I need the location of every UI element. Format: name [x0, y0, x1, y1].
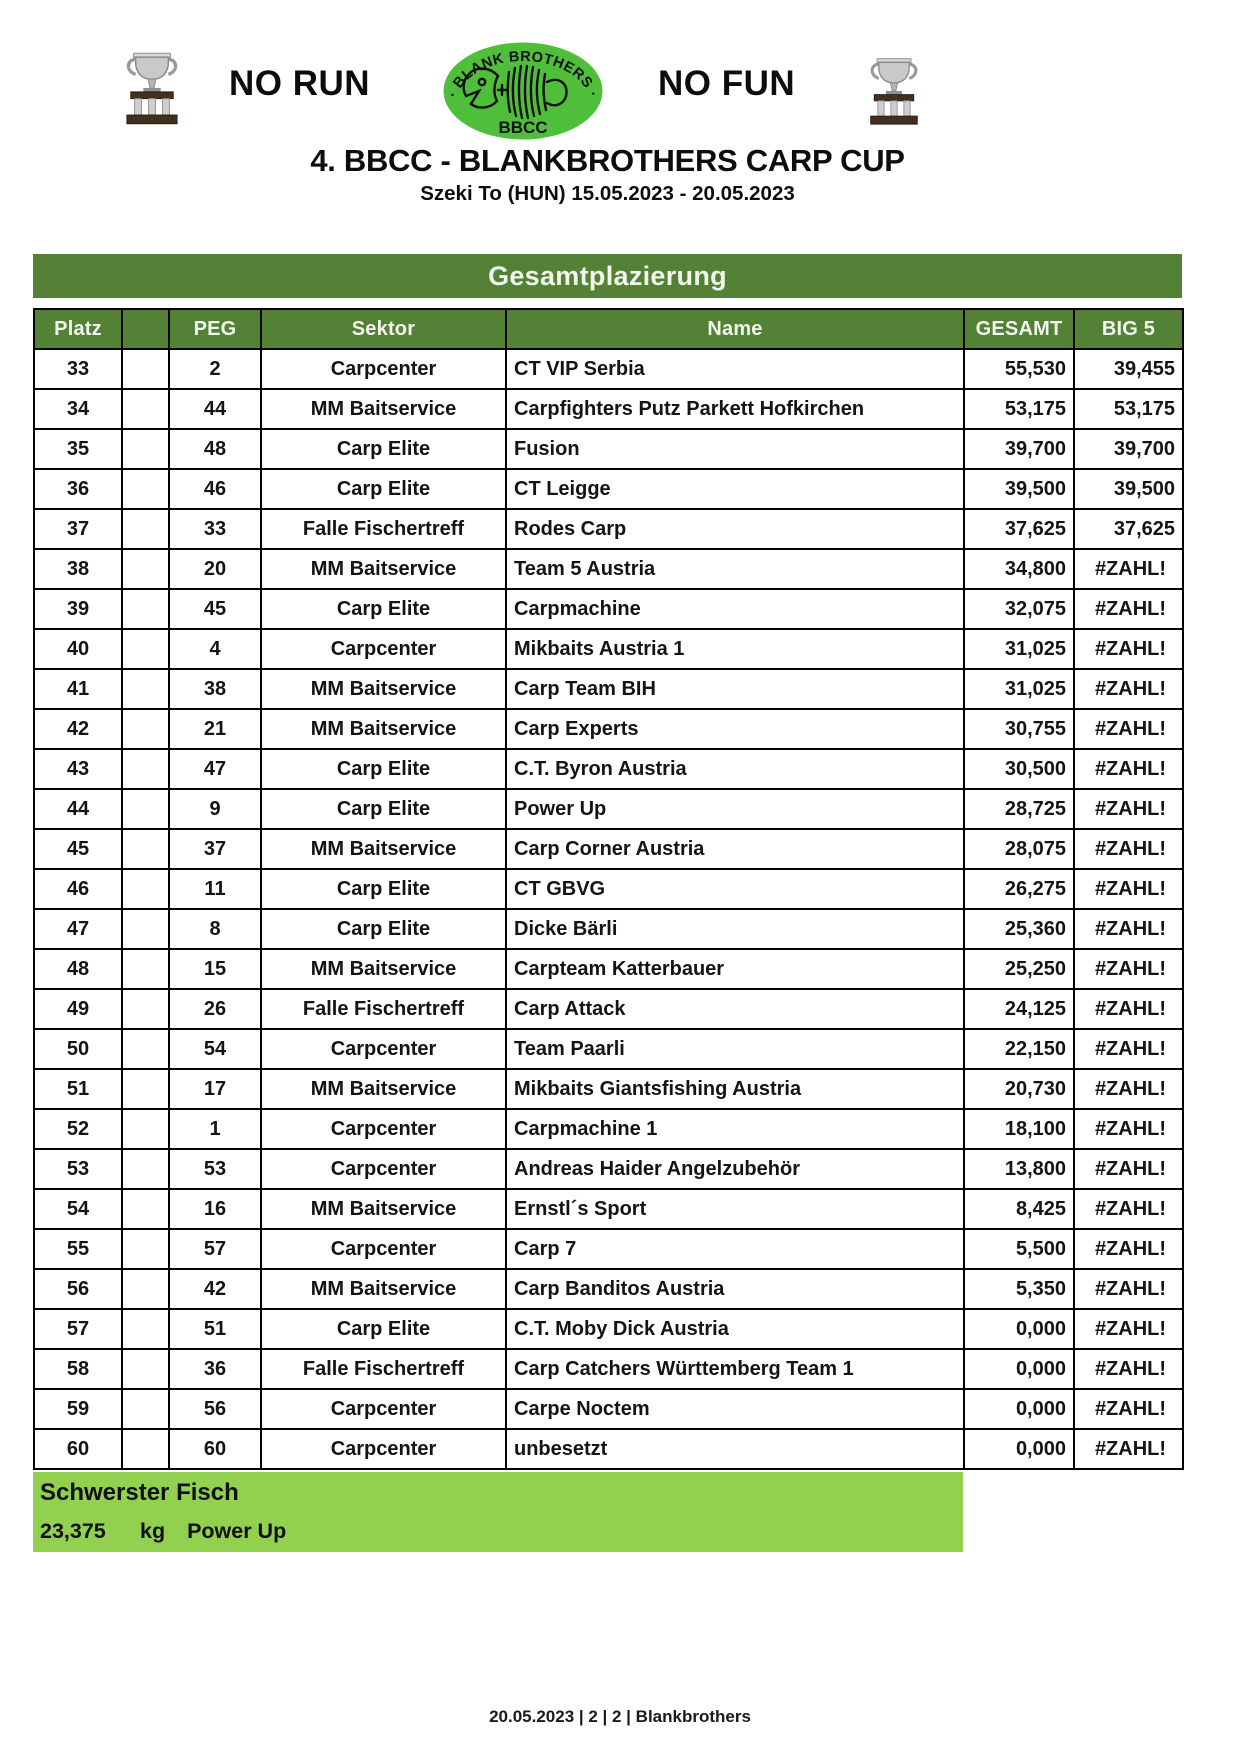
table-row — [34, 949, 1183, 989]
table-row — [34, 789, 1183, 829]
cell-big5: 39,500 — [1074, 469, 1183, 509]
cell-gesamt: 8,425 — [964, 1189, 1074, 1229]
cell-gesamt: 0,000 — [964, 1309, 1074, 1349]
cell-sektor: Carpcenter — [261, 349, 506, 389]
cell-blank — [122, 1349, 169, 1389]
cell-blank — [122, 389, 169, 429]
cell-gesamt: 30,500 — [964, 749, 1074, 789]
cell-platz: 55 — [34, 1229, 122, 1269]
cell-name: Carpmachine — [506, 589, 964, 629]
cell-sektor: MM Baitservice — [261, 669, 506, 709]
cell-peg: 9 — [169, 789, 261, 829]
cell-big5: #ZAHL! — [1074, 1189, 1183, 1229]
cell-peg: 26 — [169, 989, 261, 1029]
cell-name: Dicke Bärli — [506, 909, 964, 949]
cell-sektor: MM Baitservice — [261, 549, 506, 589]
cell-peg: 56 — [169, 1389, 261, 1429]
no-run-text: NO RUN — [229, 64, 371, 103]
column-header-peg: PEG — [169, 309, 261, 349]
cell-platz: 35 — [34, 429, 122, 469]
table-row — [34, 1109, 1183, 1149]
table-header-row — [34, 309, 1183, 349]
cell-platz: 49 — [34, 989, 122, 1029]
cell-gesamt: 20,730 — [964, 1069, 1074, 1109]
cell-sektor: Carp Elite — [261, 869, 506, 909]
cell-big5: #ZAHL! — [1074, 1309, 1183, 1349]
cell-gesamt: 0,000 — [964, 1349, 1074, 1389]
cell-sektor: Falle Fischertreff — [261, 989, 506, 1029]
cell-name: Carp 7 — [506, 1229, 964, 1269]
cell-platz: 42 — [34, 709, 122, 749]
section-banner: Gesamtplazierung — [33, 254, 1182, 298]
cell-big5: #ZAHL! — [1074, 629, 1183, 669]
column-header-big-5: BIG 5 — [1074, 309, 1183, 349]
cell-big5: #ZAHL! — [1074, 1149, 1183, 1189]
cell-peg: 53 — [169, 1149, 261, 1189]
table-row — [34, 349, 1183, 389]
cell-gesamt: 39,500 — [964, 469, 1074, 509]
cell-sektor: MM Baitservice — [261, 1269, 506, 1309]
table-row — [34, 549, 1183, 589]
cell-peg: 57 — [169, 1229, 261, 1269]
cell-platz: 33 — [34, 349, 122, 389]
cell-name: Team Paarli — [506, 1029, 964, 1069]
column-header-blank — [122, 309, 169, 349]
cell-big5: #ZAHL! — [1074, 549, 1183, 589]
cell-name: Carp Banditos Austria — [506, 1269, 964, 1309]
cell-blank — [122, 1229, 169, 1269]
column-header-gesamt: GESAMT — [964, 309, 1074, 349]
cell-platz: 44 — [34, 789, 122, 829]
cell-sektor: MM Baitservice — [261, 949, 506, 989]
table-row — [34, 429, 1183, 469]
table-row — [34, 989, 1183, 1029]
cell-peg: 1 — [169, 1109, 261, 1149]
cell-sektor: Carp Elite — [261, 909, 506, 949]
cell-big5: #ZAHL! — [1074, 1429, 1183, 1469]
cell-big5: #ZAHL! — [1074, 1269, 1183, 1309]
column-header-sektor: Sektor — [261, 309, 506, 349]
cell-peg: 37 — [169, 829, 261, 869]
cell-sektor: Carp Elite — [261, 589, 506, 629]
table-row — [34, 1429, 1183, 1469]
cell-gesamt: 55,530 — [964, 349, 1074, 389]
cell-peg: 60 — [169, 1429, 261, 1469]
cell-platz: 59 — [34, 1389, 122, 1429]
cell-platz: 53 — [34, 1149, 122, 1189]
table-row — [34, 1229, 1183, 1269]
cell-gesamt: 0,000 — [964, 1389, 1074, 1429]
cell-peg: 45 — [169, 589, 261, 629]
cell-gesamt: 5,350 — [964, 1269, 1074, 1309]
cell-big5: #ZAHL! — [1074, 1389, 1183, 1429]
table-row — [34, 909, 1183, 949]
cell-sektor: Carpcenter — [261, 1029, 506, 1069]
cell-platz: 45 — [34, 829, 122, 869]
cell-platz: 41 — [34, 669, 122, 709]
cell-name: Mikbaits Austria 1 — [506, 629, 964, 669]
cell-blank — [122, 589, 169, 629]
table-row — [34, 1149, 1183, 1189]
cell-sektor: Carp Elite — [261, 749, 506, 789]
cell-sektor: Carpcenter — [261, 1229, 506, 1269]
cell-peg: 2 — [169, 349, 261, 389]
cell-platz: 34 — [34, 389, 122, 429]
cell-sektor: MM Baitservice — [261, 389, 506, 429]
cell-platz: 50 — [34, 1029, 122, 1069]
cell-sektor: Carpcenter — [261, 1389, 506, 1429]
cell-gesamt: 25,250 — [964, 949, 1074, 989]
cell-platz: 40 — [34, 629, 122, 669]
cell-peg: 51 — [169, 1309, 261, 1349]
cell-name: Andreas Haider Angelzubehör — [506, 1149, 964, 1189]
cell-blank — [122, 1149, 169, 1189]
table-row — [34, 869, 1183, 909]
cell-name: Team 5 Austria — [506, 549, 964, 589]
cell-big5: #ZAHL! — [1074, 1069, 1183, 1109]
cell-name: Carpteam Katterbauer — [506, 949, 964, 989]
table-row — [34, 469, 1183, 509]
cell-big5: #ZAHL! — [1074, 869, 1183, 909]
cell-gesamt: 28,075 — [964, 829, 1074, 869]
cell-blank — [122, 709, 169, 749]
cell-big5: 53,175 — [1074, 389, 1183, 429]
heaviest-fish-weight: 23,375 — [40, 1519, 106, 1543]
cell-blank — [122, 749, 169, 789]
cell-gesamt: 26,275 — [964, 869, 1074, 909]
cell-blank — [122, 349, 169, 389]
heaviest-fish-unit: kg — [139, 1519, 166, 1543]
table-row — [34, 669, 1183, 709]
cell-name: Fusion — [506, 429, 964, 469]
cell-gesamt: 34,800 — [964, 549, 1074, 589]
cell-gesamt: 25,360 — [964, 909, 1074, 949]
cell-gesamt: 30,755 — [964, 709, 1074, 749]
cell-big5: 39,455 — [1074, 349, 1183, 389]
cell-blank — [122, 549, 169, 589]
table-row — [34, 749, 1183, 789]
bbcc-logo — [443, 42, 603, 140]
cell-big5: #ZAHL! — [1074, 789, 1183, 829]
cell-sektor: Carp Elite — [261, 789, 506, 829]
cell-peg: 15 — [169, 949, 261, 989]
cell-blank — [122, 1069, 169, 1109]
cell-big5: #ZAHL! — [1074, 669, 1183, 709]
cell-peg: 16 — [169, 1189, 261, 1229]
cell-peg: 21 — [169, 709, 261, 749]
cell-platz: 36 — [34, 469, 122, 509]
cell-blank — [122, 1269, 169, 1309]
cell-gesamt: 18,100 — [964, 1109, 1074, 1149]
cell-blank — [122, 1389, 169, 1429]
cell-platz: 38 — [34, 549, 122, 589]
cell-blank — [122, 869, 169, 909]
cell-sektor: MM Baitservice — [261, 1069, 506, 1109]
cell-big5: #ZAHL! — [1074, 1109, 1183, 1149]
cell-gesamt: 5,500 — [964, 1229, 1074, 1269]
cell-platz: 51 — [34, 1069, 122, 1109]
trophy-icon — [868, 54, 920, 128]
cell-name: Rodes Carp — [506, 509, 964, 549]
cell-platz: 39 — [34, 589, 122, 629]
trophy-icon — [124, 48, 180, 128]
cell-name: Carp Experts — [506, 709, 964, 749]
cell-peg: 38 — [169, 669, 261, 709]
cell-name: Carpmachine 1 — [506, 1109, 964, 1149]
cell-gesamt: 0,000 — [964, 1429, 1074, 1469]
cell-blank — [122, 1189, 169, 1229]
cell-peg: 42 — [169, 1269, 261, 1309]
cell-name: CT VIP Serbia — [506, 349, 964, 389]
cell-name: Ernstl´s Sport — [506, 1189, 964, 1229]
results-table — [33, 308, 1184, 1470]
table-row — [34, 389, 1183, 429]
table-row — [34, 589, 1183, 629]
cell-sektor: Carp Elite — [261, 469, 506, 509]
cell-name: Mikbaits Giantsfishing Austria — [506, 1069, 964, 1109]
cell-peg: 11 — [169, 869, 261, 909]
cell-name: Carpfighters Putz Parkett Hofkirchen — [506, 389, 964, 429]
cell-blank — [122, 909, 169, 949]
event-title: 4. BBCC - BLANKBROTHERS CARP CUP — [310, 143, 905, 178]
cell-sektor: Carpcenter — [261, 1429, 506, 1469]
cell-gesamt: 32,075 — [964, 589, 1074, 629]
cell-blank — [122, 789, 169, 829]
cell-sektor: Carpcenter — [261, 1109, 506, 1149]
cell-blank — [122, 829, 169, 869]
cell-platz: 58 — [34, 1349, 122, 1389]
cell-sektor: Carp Elite — [261, 1309, 506, 1349]
table-row — [34, 829, 1183, 869]
cell-gesamt: 24,125 — [964, 989, 1074, 1029]
cell-big5: #ZAHL! — [1074, 1229, 1183, 1269]
cell-name: Carp Team BIH — [506, 669, 964, 709]
cell-peg: 17 — [169, 1069, 261, 1109]
cell-peg: 36 — [169, 1349, 261, 1389]
table-row — [34, 509, 1183, 549]
cell-big5: #ZAHL! — [1074, 1349, 1183, 1389]
cell-platz: 52 — [34, 1109, 122, 1149]
table-row — [34, 1069, 1183, 1109]
cell-blank — [122, 469, 169, 509]
cell-name: Carp Corner Austria — [506, 829, 964, 869]
cell-platz: 43 — [34, 749, 122, 789]
cell-peg: 47 — [169, 749, 261, 789]
cell-name: CT GBVG — [506, 869, 964, 909]
cell-platz: 54 — [34, 1189, 122, 1229]
table-row — [34, 1189, 1183, 1229]
cell-name: Power Up — [506, 789, 964, 829]
cell-gesamt: 22,150 — [964, 1029, 1074, 1069]
cell-big5: #ZAHL! — [1074, 989, 1183, 1029]
logo-bbcc-text: BBCC — [498, 118, 548, 137]
no-fun-text: NO FUN — [658, 64, 796, 103]
cell-peg: 54 — [169, 1029, 261, 1069]
cell-big5: #ZAHL! — [1074, 749, 1183, 789]
cell-name: Carpe Noctem — [506, 1389, 964, 1429]
cell-platz: 60 — [34, 1429, 122, 1469]
table-row — [34, 1389, 1183, 1429]
cell-sektor: Falle Fischertreff — [261, 1349, 506, 1389]
cell-name: Carp Catchers Württemberg Team 1 — [506, 1349, 964, 1389]
cell-blank — [122, 949, 169, 989]
cell-sektor: Falle Fischertreff — [261, 509, 506, 549]
cell-big5: #ZAHL! — [1074, 949, 1183, 989]
cell-blank — [122, 509, 169, 549]
cell-peg: 48 — [169, 429, 261, 469]
table-row — [34, 629, 1183, 669]
column-header-name: Name — [506, 309, 964, 349]
page-footer: 20.05.2023 | 2 | 2 | Blankbrothers — [489, 1707, 751, 1726]
cell-gesamt: 37,625 — [964, 509, 1074, 549]
table-row — [34, 1269, 1183, 1309]
cell-sektor: MM Baitservice — [261, 709, 506, 749]
heaviest-fish-panel — [33, 1472, 963, 1552]
logo-arc-text: · BLANK BROTHERS · — [445, 48, 601, 100]
heaviest-fish-team: Power Up — [187, 1519, 287, 1543]
cell-big5: #ZAHL! — [1074, 589, 1183, 629]
cell-blank — [122, 669, 169, 709]
cell-sektor: Carp Elite — [261, 429, 506, 469]
cell-big5: 39,700 — [1074, 429, 1183, 469]
cell-peg: 44 — [169, 389, 261, 429]
cell-peg: 46 — [169, 469, 261, 509]
cell-platz: 46 — [34, 869, 122, 909]
heaviest-fish-label: Schwerster Fisch — [40, 1479, 239, 1506]
cell-gesamt: 31,025 — [964, 669, 1074, 709]
cell-sektor: MM Baitservice — [261, 1189, 506, 1229]
cell-big5: #ZAHL! — [1074, 709, 1183, 749]
cell-peg: 33 — [169, 509, 261, 549]
cell-big5: #ZAHL! — [1074, 1029, 1183, 1069]
cell-gesamt: 39,700 — [964, 429, 1074, 469]
cell-gesamt: 13,800 — [964, 1149, 1074, 1189]
cell-platz: 57 — [34, 1309, 122, 1349]
cell-name: C.T. Byron Austria — [506, 749, 964, 789]
cell-sektor: Carpcenter — [261, 629, 506, 669]
cell-blank — [122, 989, 169, 1029]
cell-blank — [122, 429, 169, 469]
table-row — [34, 1349, 1183, 1389]
heaviest-fish-value — [33, 1512, 963, 1552]
cell-blank — [122, 629, 169, 669]
cell-peg: 8 — [169, 909, 261, 949]
cell-gesamt: 31,025 — [964, 629, 1074, 669]
cell-platz: 48 — [34, 949, 122, 989]
cell-name: unbesetzt — [506, 1429, 964, 1469]
cell-platz: 37 — [34, 509, 122, 549]
column-header-platz: Platz — [34, 309, 122, 349]
event-subtitle: Szeki To (HUN) 15.05.2023 - 20.05.2023 — [420, 182, 795, 205]
cell-platz: 56 — [34, 1269, 122, 1309]
cell-peg: 4 — [169, 629, 261, 669]
cell-big5: 37,625 — [1074, 509, 1183, 549]
cell-gesamt: 28,725 — [964, 789, 1074, 829]
table-row — [34, 1309, 1183, 1349]
cell-peg: 20 — [169, 549, 261, 589]
table-row — [34, 709, 1183, 749]
cell-sektor: MM Baitservice — [261, 829, 506, 869]
cell-platz: 47 — [34, 909, 122, 949]
cell-sektor: Carpcenter — [261, 1149, 506, 1189]
cell-blank — [122, 1309, 169, 1349]
cell-gesamt: 53,175 — [964, 389, 1074, 429]
table-row — [34, 1029, 1183, 1069]
cell-blank — [122, 1109, 169, 1149]
cell-name: C.T. Moby Dick Austria — [506, 1309, 964, 1349]
cell-big5: #ZAHL! — [1074, 829, 1183, 869]
cell-blank — [122, 1029, 169, 1069]
cell-big5: #ZAHL! — [1074, 909, 1183, 949]
cell-name: CT Leigge — [506, 469, 964, 509]
cell-name: Carp Attack — [506, 989, 964, 1029]
cell-blank — [122, 1429, 169, 1469]
